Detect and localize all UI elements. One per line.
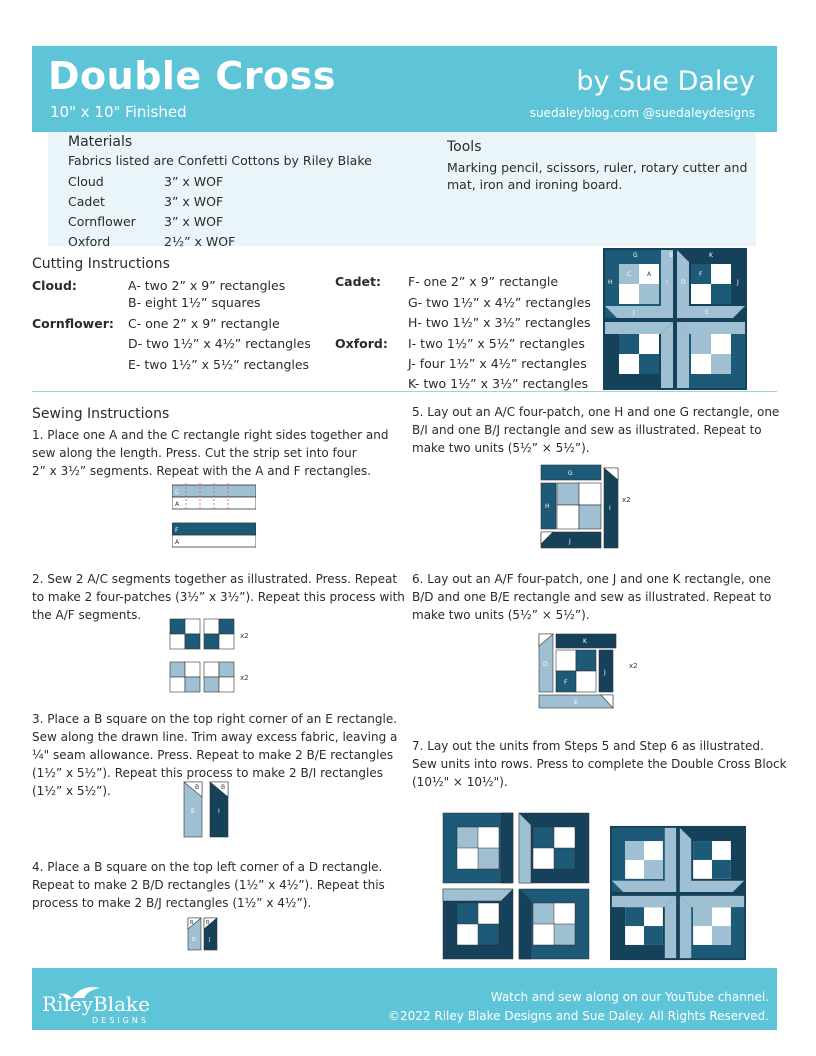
diagram-label: E [705,309,709,316]
step-6-text: 6. Lay out an A/F four-patch, one J and one K rectangle, one B/D and one B/E rectangle and sew as illustrated. Repeat to make two units (5½” × 5½”). [412,572,772,622]
author: by Sue Daley [576,66,755,97]
cutting-item: K- two 1½” x 3½” rectangles [408,376,589,391]
piece-label: B [190,920,194,926]
step-2-text: 2. Sew 2 A/C segments together as illustrated. Press. Repeat to make 2 four-patches (3½” x 3½”). Repeat this process with the A/F segments. [32,572,405,622]
tools-text: mat, iron and ironing board. [447,177,623,192]
step-4-rectangles [187,917,219,953]
step-7-units-layout [442,812,590,960]
piece-label: B [206,920,210,926]
step-5-text: 5. Lay out an A/C four-patch, one H and one G rectangle, one B/I and one B/J rectangle and sew as illustrated. Repeat to make two units (5½” × 5½”). [412,405,780,455]
step-3-rectangles [183,781,231,839]
logo-subtitle: DESIGNS [92,1016,149,1025]
piece-label: F [564,679,568,686]
diagram-label: J [737,279,739,286]
multiplier: x2 [240,674,249,682]
logo-wordmark: RileyBlake [42,992,150,1016]
bird-icon [42,982,60,992]
materials-heading: Materials [68,134,133,150]
step-1-text: 1. Place one A and the C rectangle right sides together and sew along the length. Press. Cut the strip set into four 2” x 3½” segments. Repeat with the A and F rectangles. [32,428,389,478]
material-amount: 3” x WOF [164,214,224,229]
cutting-item: H- two 1½” x 3½” rectangles [408,315,591,330]
multiplier: x2 [240,632,249,640]
material-name: Cadet [68,194,105,209]
cutting-item: A- two 2” x 9” rectangles [128,278,286,293]
piece-label: B [195,784,200,791]
multiplier: x2 [622,496,631,504]
piece-label: J [604,669,606,676]
diagram-label: B [669,252,674,259]
piece-label: I [609,505,611,512]
step-3-text: 3. Place a B square on the top right corner of an E rectangle. Sew along the drawn line. Trim away excess fabric, leaving a ¼" seam allowance. Press. Repeat to make 2 B/E rectangles (1½” x 5½”). Repeat this process to make 2 B/I rectangles (1½” x 5½”). [32,712,398,798]
piece-label: H [545,503,550,510]
cutting-item: B- eight 1½” squares [128,295,261,310]
cutting-item: J- four 1½” x 4½” rectangles [408,356,587,371]
materials-note: Fabrics listed are Confetti Cottons by Riley Blake [68,153,372,168]
strip-label: C [175,489,180,496]
footer-banner [32,968,777,1030]
finished-size: 10" x 10" Finished [50,103,187,121]
strip-label: F [175,527,179,534]
page-title: Double Cross [48,54,336,98]
diagram-label: H [608,279,613,286]
header-banner [32,46,777,132]
cutting-label-cornflower: Cornflower: [32,316,114,331]
diagram-label: G [633,252,638,259]
sewing-heading: Sewing Instructions [32,406,170,422]
step-1-strip-sets [172,483,256,549]
diagram-label: I [666,279,668,286]
material-name: Oxford [68,234,111,249]
piece-label: I [218,808,220,815]
diagram-label: J [633,309,635,316]
piece-label: D [543,661,548,668]
material-amount: 2½” x WOF [164,234,236,249]
tools-text: Marking pencil, scissors, ruler, rotary cutter and [447,160,748,175]
finished-block [610,825,746,961]
piece-label: E [574,699,578,706]
step-2-four-patches [168,618,260,696]
section-divider [32,391,777,392]
materials-panel [48,132,756,246]
tools-heading: Tools [447,139,482,155]
piece-label: G [568,470,573,477]
strip-label: A [175,539,180,546]
step-4-text: 4. Place a B square on the top left corner of a D rectangle. Repeat to make 2 B/D rectangles (1½” x 4½”). Repeat this process to make 2 B/J rectangles (1½” x 4½”). [32,860,385,910]
cutting-label-oxford: Oxford: [335,336,388,351]
diagram-label: C [627,271,632,278]
diagram-label: F [699,271,703,278]
cutting-item: I- two 1½” x 5½” rectangles [408,336,585,351]
diagram-label: D [681,279,686,286]
cutting-item: D- two 1½” x 4½” rectangles [128,336,311,351]
step-6-unit-layout [537,632,643,712]
cutting-label-cadet: Cadet: [335,274,382,289]
cutting-item: C- one 2” x 9” rectangle [128,316,280,331]
piece-label: D [192,937,196,943]
piece-label: K [583,638,587,645]
footer-copyright: ©2022 Riley Blake Designs and Sue Daley. All Rights Reserved. [388,1009,769,1023]
material-amount: 3” x WOF [164,174,224,189]
cutting-label-cloud: Cloud: [32,278,77,293]
multiplier: x2 [629,662,638,670]
diagram-label: K [709,252,713,259]
strip-label: A [175,501,180,508]
piece-label: J [209,937,211,943]
cutting-item: E- two 1½” x 5½” rectangles [128,357,310,372]
material-amount: 3” x WOF [164,194,224,209]
diagram-label: A [647,271,652,278]
piece-label: J [569,538,571,545]
step-5-unit-layout [538,464,638,550]
material-name: Cloud [68,174,104,189]
labeled-block-diagram [603,248,747,390]
material-name: Cornflower [68,214,136,229]
footer-youtube: Watch and sew along on our YouTube channel. [490,990,769,1004]
piece-label: E [191,808,195,815]
author-links: suedaleyblog.com @suedaleydesigns [529,106,755,120]
step-7-text: 7. Lay out the units from Steps 5 and Step 6 as illustrated. Sew units into rows. Press to complete the Double Cross Block (10½" × 10½"). [412,739,787,789]
cutting-item: F- one 2” x 9” rectangle [408,274,559,289]
cutting-item: G- two 1½” x 4½” rectangles [408,295,591,310]
cutting-heading: Cutting Instructions [32,256,170,272]
piece-label: B [221,784,226,791]
